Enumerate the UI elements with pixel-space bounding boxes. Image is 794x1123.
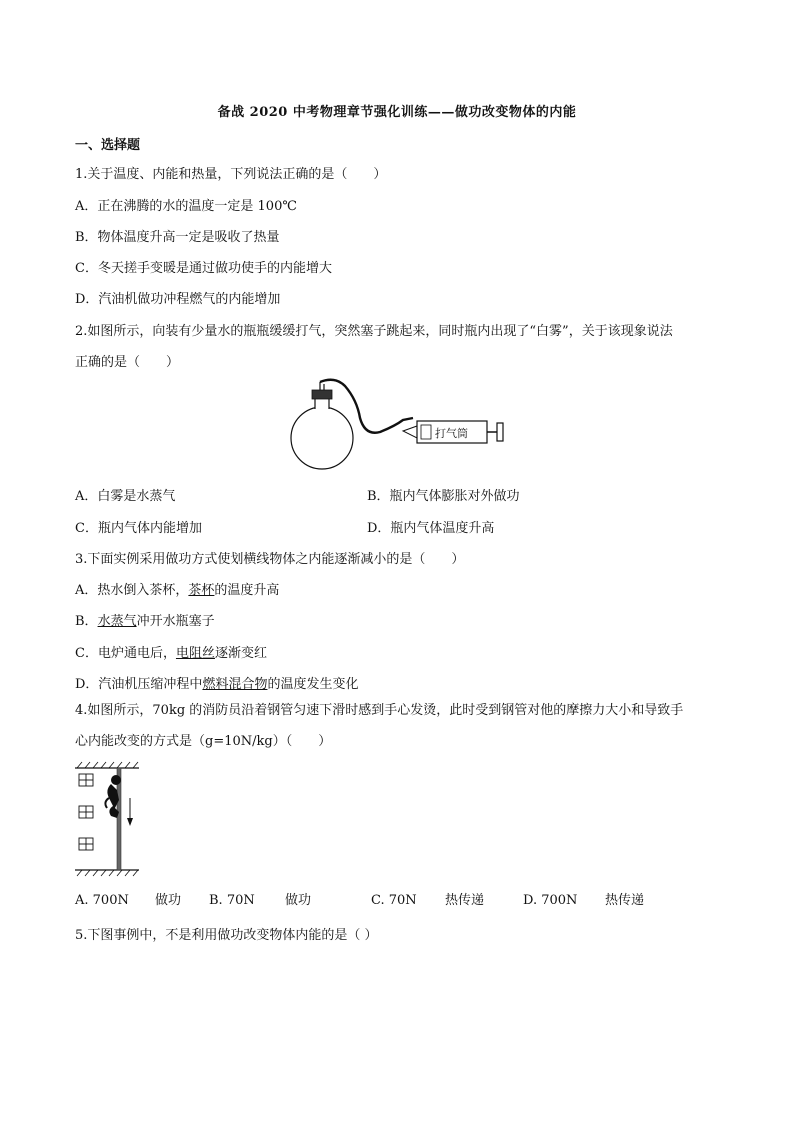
- q2-option-a: A．白雾是水蒸气: [75, 489, 176, 504]
- q4-option-b-method: 做功: [285, 893, 312, 908]
- flask-pump-figure: [285, 378, 510, 473]
- q4-stem-line2: 心内能改变的方式是（g=10N/kg）（ ）: [75, 734, 332, 749]
- q3-option-d: [75, 676, 358, 694]
- q3-b-underlined: 水蒸气: [97, 614, 137, 629]
- q4-option-b-value: B. 70N: [209, 893, 255, 908]
- q2-options-row2: [75, 520, 595, 538]
- q1-option-a: A．正在沸腾的水的温度一定是 100℃: [75, 199, 297, 214]
- q4-option-d-value: D. 700N: [523, 893, 578, 908]
- q3-option-c: [75, 645, 267, 663]
- q1-option-b: B．物体温度升高一定是吸收了热量: [75, 230, 280, 245]
- q4-stem-line1: 4.如图所示，70kg 的消防员沿着钢管匀速下滑时感到手心发烫，此时受到钢管对他的摩擦力大小和导致手: [75, 703, 684, 718]
- document-title: 备战 2020 中考物理章节强化训练——做功改变物体的内能: [217, 105, 577, 120]
- firefighter-pole-figure: [73, 760, 145, 878]
- q3-option-a: [75, 582, 279, 600]
- q2-option-c: C．瓶内气体内能增加: [75, 521, 202, 536]
- q3-a-underlined: 茶杯: [188, 583, 215, 598]
- q3-a-text-end: 的温度升高: [214, 583, 280, 598]
- q1-option-d: D．汽油机做功冲程燃气的内能增加: [75, 292, 281, 307]
- q3-c-text-end: 逐渐变红: [214, 646, 267, 661]
- q3-a-text: A．热水倒入茶杯，: [75, 583, 189, 598]
- q2-option-b: B．瓶内气体膨胀对外做功: [367, 489, 520, 504]
- q4-option-a-value: A. 700N: [75, 893, 129, 908]
- section-heading: 一、选择题: [75, 138, 141, 153]
- q3-d-underlined: 燃料混合物: [202, 677, 268, 692]
- q2-stem-line1: 2.如图所示，向装有少量水的瓶瓶缓缓打气，突然塞子跳起来，同时瓶内出现了“白雾”，关于该现象说法: [75, 324, 673, 339]
- q4-options-row: [75, 892, 675, 910]
- q3-c-text: C．电炉通电后，: [75, 646, 176, 661]
- pump-label: 打气筒: [435, 427, 468, 440]
- q3-c-underlined: 电阻丝: [175, 646, 215, 661]
- q3-d-text-end: 的温度发生变化: [267, 677, 359, 692]
- q4-option-c-method: 热传递: [445, 893, 485, 908]
- q1-option-c: C．冬天搓手变暖是通过做功使手的内能增大: [75, 261, 332, 276]
- q2-options-row1: [75, 488, 595, 506]
- q3-b-text: B．: [75, 614, 98, 629]
- q1-stem: 1.关于温度、内能和热量，下列说法正确的是（ ）: [75, 167, 387, 182]
- q4-option-a-method: 做功: [155, 893, 182, 908]
- q3-d-text: D．汽油机压缩冲程中: [75, 677, 203, 692]
- q4-option-d-method: 热传递: [605, 893, 645, 908]
- q2-stem-line2: 正确的是（ ）: [75, 355, 180, 370]
- q4-option-c-value: C. 70N: [371, 893, 417, 908]
- q3-option-b: [75, 613, 215, 631]
- q5-stem: 5.下图事例中，不是利用做功改变物体内能的是（ ）: [75, 928, 378, 943]
- q2-option-d: D．瓶内气体温度升高: [367, 521, 495, 536]
- q3-stem: 3.下面实例采用做功方式使划横线物体之内能逐渐减小的是（ ）: [75, 552, 465, 567]
- q3-b-text-end: 冲开水瓶塞子: [136, 614, 215, 629]
